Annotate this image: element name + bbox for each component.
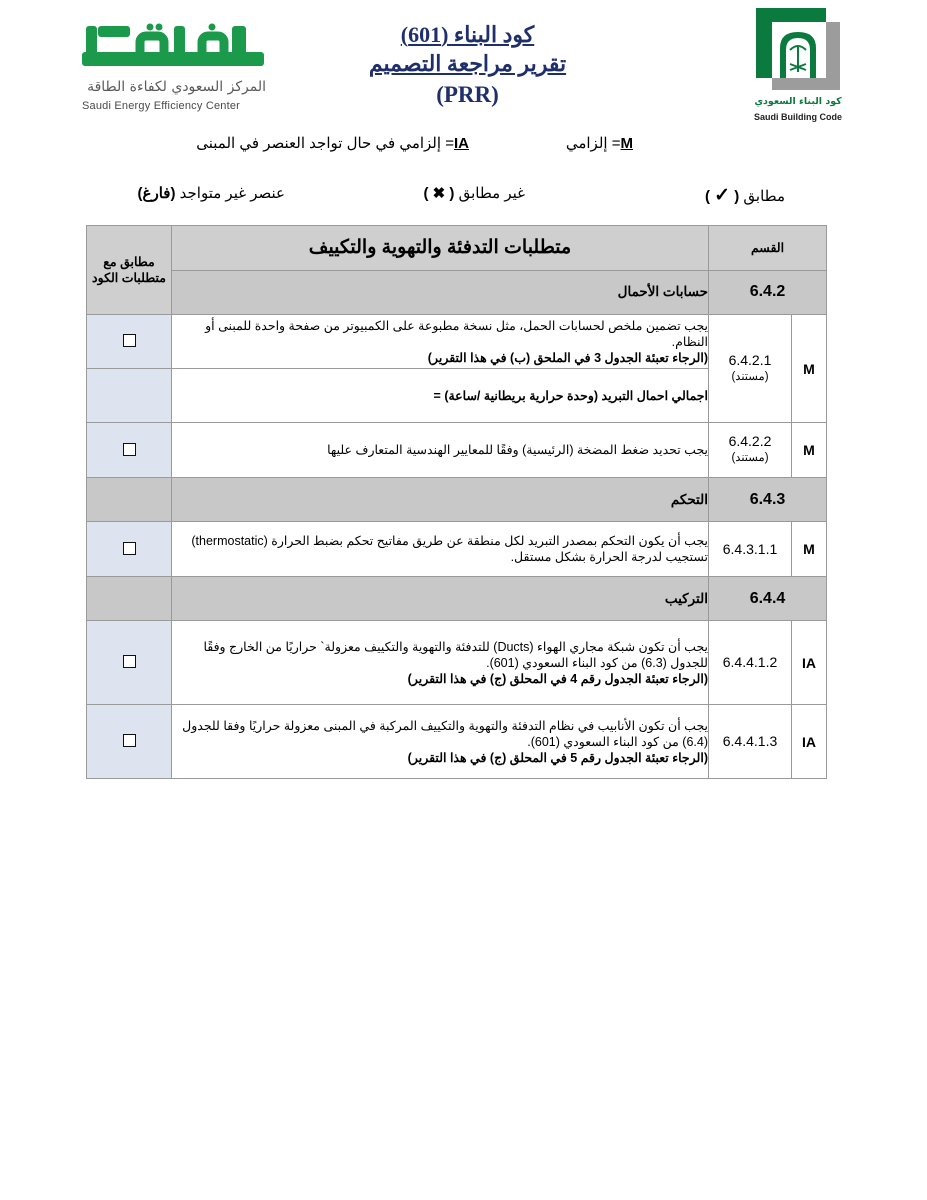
title-line-2: تقرير مراجعة التصميم [368,51,567,76]
requirement-code: 6.4.3.1.1 [709,522,792,577]
legend-noncompliant [423,184,525,202]
code-number: 6.4.2.1 [728,351,772,368]
check-icon: ✓ [714,185,731,206]
legend-ia: IA= إلزامي في حال تواجد العنصر في المبنى [196,135,469,152]
table-row [87,423,827,478]
requirement-level: M [792,315,827,423]
requirement-text [172,621,709,705]
sbc-emblem-icon [750,6,846,94]
section-empty-cell [87,577,172,621]
legend-noncompliant-close-paren: ) [423,185,429,202]
section-row-6-4-2 [87,270,827,315]
code-note: (مستند) [731,452,769,464]
requirement-note: (الرجاء تعبئة الجدول 3 في الملحق (ب) في هذا التقرير) [427,350,708,365]
sbc-logo [750,6,846,126]
legend-m-key: M [620,135,633,152]
seec-brand-mark [82,22,264,72]
title-line-1: كود البناء (601) [400,22,535,47]
compliance-empty-cell [87,369,172,423]
table-header-row [87,226,827,271]
cross-icon: ✖ [432,185,446,202]
table-row [87,315,827,369]
legend-noncompliant-text: غير مطابق [458,185,525,202]
section-number: 6.4.3 [709,478,827,522]
requirement-code [709,423,792,478]
title-line-3: (PRR) [436,82,499,107]
legend-absent [138,184,285,202]
compliance-checkbox[interactable] [123,542,136,555]
requirement-text [172,315,709,369]
legend-compliant-text: مطابق [743,188,785,205]
compliance-checkbox[interactable] [123,443,136,456]
section-column-header: القسم [709,226,827,271]
compliance-checkbox-cell [87,621,172,705]
legend-absent-text: عنصر غير متواجد [179,185,285,202]
compliance-checkbox[interactable] [123,334,136,347]
sbc-english-caption: Saudi Building Code [754,112,842,122]
requirement-level: IA [792,705,827,779]
compliance-checkbox[interactable] [123,655,136,668]
compliance-checkbox[interactable] [123,734,136,747]
legend-m: M= إلزامي [565,135,633,152]
section-row-6-4-3 [87,478,827,522]
code-number: 6.4.2.2 [728,433,772,449]
legend-noncompliant-open-paren: ( [449,185,455,202]
table-title: متطلبات التدفئة والتهوية والتكييف [172,226,709,271]
legend-compliant-close-paren: ) [704,188,710,205]
requirement-level: IA [792,621,827,705]
section-empty-cell [87,478,172,522]
table-row [87,705,827,779]
document-title [350,20,585,112]
seec-arabic-name: المركز السعودي لكفاءة الطاقة [87,79,266,95]
legend-ia-text: إلزامي في حال تواجد العنصر في المبنى [196,135,442,152]
requirement-level: M [792,423,827,478]
compliance-checkbox-cell [87,315,172,369]
legend-compliant-open-paren: ( [734,188,740,205]
compliance-checkbox-cell [87,522,172,577]
requirements-table [86,225,827,779]
requirement-note: (الرجاء تعبئة الجدول رقم 5 في المحلق (ج) في هذا التقرير) [407,750,708,765]
requirement-code: 6.4.4.1.2 [709,621,792,705]
legend-ia-key: IA [454,135,469,152]
code-note: (مستند) [731,370,769,383]
section-title: التركيب [172,577,709,621]
legend-absent-value: (فارغ) [137,185,176,202]
table-row [87,621,827,705]
cooling-load-total-label: اجمالي احمال التبريد (وحدة حرارية بريطانية /ساعة) = [172,369,709,423]
seec-logo [82,22,272,112]
requirement-code [709,315,792,423]
requirement-level: M [792,522,827,577]
legend-m-text: إلزامي [565,135,608,152]
legend-compliant [705,184,785,207]
requirement-text: يجب أن يكون التحكم بمصدر التبريد لكل منطقة عن طريق مفاتيح تحكم بضبط الحرارة (thermostatic) تستجيب لدرجة الحرارة بشكل مستقل. [172,522,709,577]
section-title: حسابات الأحمال [172,270,709,315]
section-title: التحكم [172,478,709,522]
requirement-body: يجب أن تكون شبكة مجاري الهواء (Ducts) للتدفئة والتهوية والتكييف معزولة` حراريًا من الخارج وفقًا للجدول (6.3) من كود البناء السعودي (601). [203,639,708,670]
section-row-6-4-4 [87,577,827,621]
compliance-checkbox-cell [87,705,172,779]
requirement-text [172,705,709,779]
compliance-checkbox-cell [87,423,172,478]
requirement-body: يجب تضمين ملخص لحسابات الحمل، مثل نسخة مطبوعة على الكمبيوتر من صفحة واحدة للمبنى أو النظام. [205,318,708,349]
section-number: 6.4.4 [709,577,827,621]
comply-column-header: مطابق مع متطلبات الكود [87,226,172,315]
requirement-text: يجب تحديد ضغط المضخة (الرئيسية) وفقًا للمعايير الهندسية المتعارف عليها [172,423,709,478]
table-row [87,522,827,577]
requirement-note: (الرجاء تعبئة الجدول رقم 4 في المحلق (ج) في هذا التقرير) [407,671,708,686]
seec-english-name: Saudi Energy Efficiency Center [82,100,241,112]
requirement-body: يجب أن تكون الأنابيب في نظام التدفئة والتهوية والتكييف المركبة في المبنى معزولة حراريًا وفقا للجدول (6.4) من كود البناء السعودي (601). [182,718,708,749]
sbc-arabic-caption: كود البناء السعودي [754,96,842,107]
section-number: 6.4.2 [709,270,827,315]
requirement-code: 6.4.4.1.3 [709,705,792,779]
